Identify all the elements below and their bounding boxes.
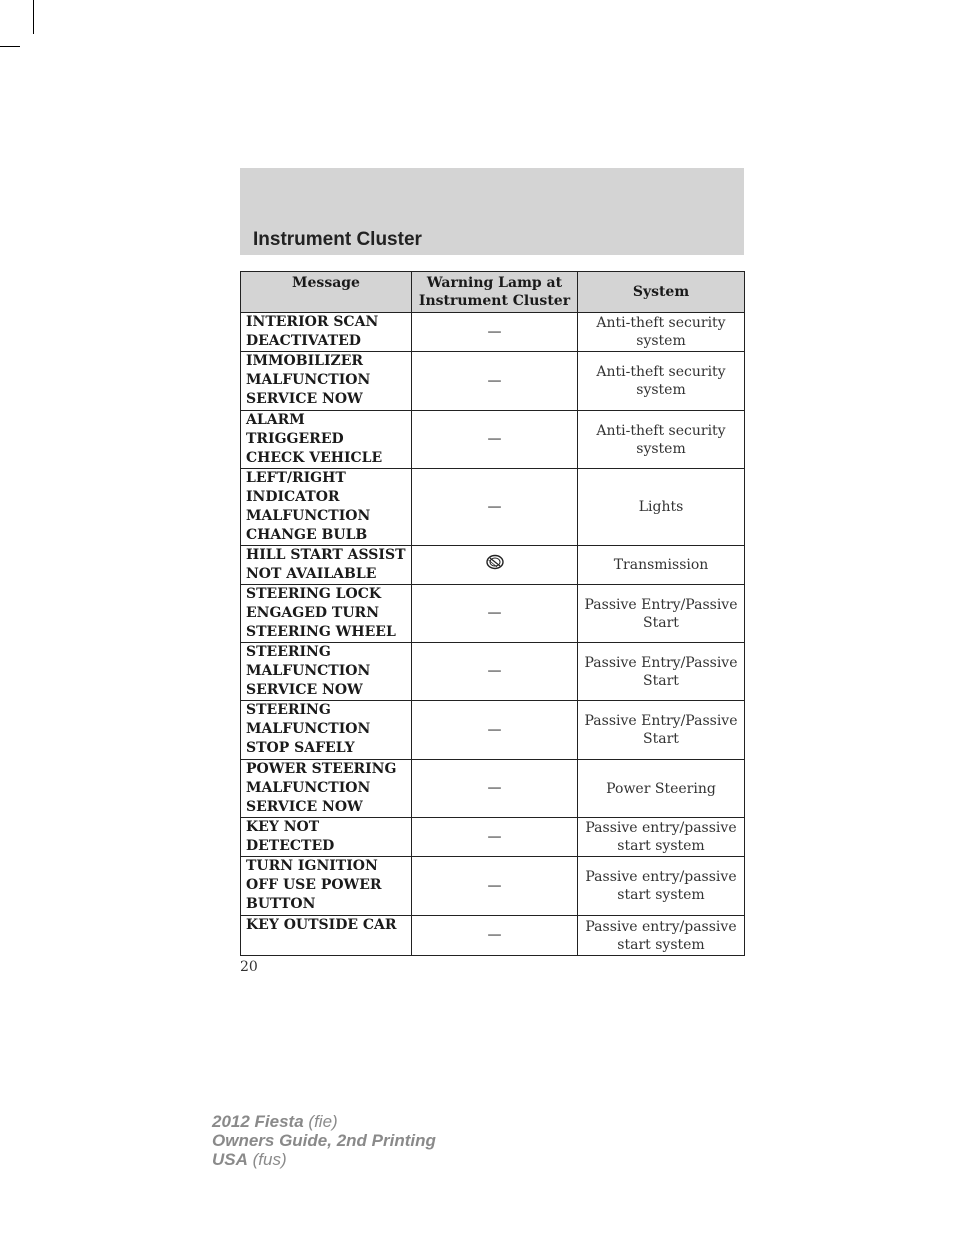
column-header-message: Message <box>241 272 412 313</box>
system-line: Lights <box>638 499 684 515</box>
message-line: MALFUNCTION <box>246 721 371 737</box>
warning-lamp-none: — <box>487 431 502 447</box>
system-cell <box>578 469 745 546</box>
system-line: Anti-theft security <box>596 422 726 439</box>
message-line: DEACTIVATED <box>246 333 361 349</box>
system-line: Passive entry/passive <box>585 820 737 836</box>
table-row <box>241 818 745 857</box>
message-line: STEERING LOCK <box>246 586 382 602</box>
system-line: start system <box>617 887 705 903</box>
system-cell <box>578 760 745 818</box>
footer-market: USA <box>212 1150 248 1169</box>
warning-lamp-cell <box>412 916 578 956</box>
system-cell <box>578 546 745 585</box>
message-line: SERVICE NOW <box>246 391 363 407</box>
message-line: LEFT/RIGHT <box>246 470 346 486</box>
message-line: CHECK VEHICLE <box>246 450 383 466</box>
system-line: Passive entry/passive <box>585 918 737 935</box>
warning-lamp-cell <box>412 818 578 857</box>
table-row <box>241 313 745 352</box>
system-line: system <box>636 333 686 349</box>
system-cell <box>578 411 745 469</box>
warning-lamp-cell <box>412 469 578 546</box>
footer-model: 2012 Fiesta <box>212 1112 304 1131</box>
message-cell <box>241 352 412 411</box>
message-cell <box>241 857 412 916</box>
system-line: Anti-theft security <box>596 315 726 331</box>
message-line: INDICATOR <box>246 489 340 505</box>
message-line: CHANGE BULB <box>246 527 368 543</box>
warning-lamp-cell <box>412 857 578 916</box>
message-line: STEERING <box>246 702 331 718</box>
warning-lamp-cell <box>412 760 578 818</box>
message-cell <box>241 701 412 760</box>
footer-model-code: (fie) <box>308 1112 338 1131</box>
system-cell <box>578 352 745 411</box>
message-line: INTERIOR SCAN <box>246 314 379 330</box>
message-line: ALARM TRIGGERED <box>246 412 344 447</box>
document-footer <box>212 1112 436 1169</box>
warning-lamp-cell <box>412 585 578 643</box>
table-row <box>241 857 745 916</box>
warning-lamp-cell <box>412 313 578 352</box>
system-cell <box>578 701 745 760</box>
message-line: BUTTON <box>246 896 316 912</box>
footer-line-3 <box>212 1150 436 1169</box>
system-cell <box>578 818 745 857</box>
system-line: system <box>636 382 686 398</box>
crop-mark-horizontal <box>0 46 20 47</box>
warning-lamp-none: — <box>487 605 502 621</box>
table-header-row <box>241 272 745 313</box>
warning-lamp-cell <box>412 411 578 469</box>
column-header-warning-lamp-line2: Instrument Cluster <box>418 293 571 309</box>
system-line: Anti-theft security <box>596 364 726 380</box>
message-line: STEERING WHEEL <box>246 624 396 640</box>
message-line: MALFUNCTION <box>246 372 371 388</box>
system-line: start system <box>617 936 705 953</box>
message-cell <box>241 760 412 818</box>
table-row <box>241 469 745 546</box>
message-line: ENGAGED TURN <box>246 605 379 621</box>
section-header-band <box>240 168 744 255</box>
system-line: Passive entry/passive <box>585 869 737 885</box>
message-line: POWER STEERING <box>246 761 397 777</box>
message-cell <box>241 411 412 469</box>
warning-lamp-none: — <box>487 780 502 796</box>
table-row <box>241 916 745 956</box>
message-line: IMMOBILIZER <box>246 353 364 369</box>
system-cell <box>578 313 745 352</box>
system-cell <box>578 585 745 643</box>
system-cell <box>578 643 745 701</box>
message-line: SERVICE NOW <box>246 799 363 815</box>
message-cell <box>241 313 412 352</box>
message-line: NOT AVAILABLE <box>246 566 377 582</box>
system-cell <box>578 916 745 956</box>
message-line: SERVICE NOW <box>246 682 363 698</box>
message-line: OFF USE POWER <box>246 877 382 893</box>
warning-lamp-cell <box>412 643 578 701</box>
table-row <box>241 760 745 818</box>
warning-lamp-cell <box>412 701 578 760</box>
table-row <box>241 701 745 760</box>
warning-lamp-none: — <box>487 828 502 845</box>
footer-market-code: (fus) <box>252 1150 287 1169</box>
table-row <box>241 352 745 411</box>
warning-lamp-none: — <box>487 323 502 340</box>
system-line: system <box>636 440 686 457</box>
system-line: start system <box>617 838 705 854</box>
table-row <box>241 585 745 643</box>
section-title: Instrument Cluster <box>253 229 422 250</box>
warning-lamp-none: — <box>487 927 502 943</box>
system-line: Transmission <box>613 557 709 573</box>
message-line: MALFUNCTION <box>246 508 371 524</box>
message-line: KEY NOT <box>246 819 320 835</box>
footer-line-1 <box>212 1112 436 1131</box>
message-cell <box>241 818 412 857</box>
hill-start-assist-icon <box>485 554 505 576</box>
warning-lamp-none: — <box>487 372 502 389</box>
system-line: Start <box>643 672 679 689</box>
system-line: Passive Entry/Passive <box>584 596 738 613</box>
message-line: STEERING <box>246 644 331 660</box>
message-line: HILL START ASSIST <box>246 547 406 563</box>
system-line: Passive Entry/Passive <box>584 654 738 671</box>
warning-lamp-cell <box>412 352 578 411</box>
warning-lamp-none: — <box>487 663 502 679</box>
message-cell <box>241 916 412 956</box>
table-row <box>241 546 745 585</box>
message-cell <box>241 585 412 643</box>
table-row <box>241 411 745 469</box>
column-header-warning-lamp <box>412 272 578 313</box>
warning-lamp-none: — <box>487 498 502 515</box>
message-cell <box>241 546 412 585</box>
crop-mark-vertical <box>33 0 34 34</box>
table-row <box>241 643 745 701</box>
message-line: KEY OUTSIDE CAR <box>246 917 397 933</box>
system-line: Start <box>643 614 679 631</box>
footer-line-2 <box>212 1131 436 1150</box>
message-line: DETECTED <box>246 838 335 854</box>
message-cell <box>241 469 412 546</box>
message-line: STOP SAFELY <box>246 740 355 756</box>
warning-lamp-none: — <box>487 721 502 738</box>
system-line: Power Steering <box>606 780 716 797</box>
message-line: TURN IGNITION <box>246 858 378 874</box>
warning-lamp-cell <box>412 546 578 585</box>
system-cell <box>578 857 745 916</box>
column-header-warning-lamp-line1: Warning Lamp at <box>426 275 563 291</box>
message-table <box>240 271 745 956</box>
system-line: Passive Entry/Passive <box>584 713 738 729</box>
message-line: MALFUNCTION <box>246 663 371 679</box>
warning-lamp-none: — <box>487 877 502 894</box>
message-line: MALFUNCTION <box>246 780 371 796</box>
system-line: Start <box>643 731 679 747</box>
page-number: 20 <box>240 959 258 975</box>
footer-guide: Owners Guide, 2nd Printing <box>212 1131 436 1150</box>
message-cell <box>241 643 412 701</box>
column-header-system: System <box>578 272 745 313</box>
